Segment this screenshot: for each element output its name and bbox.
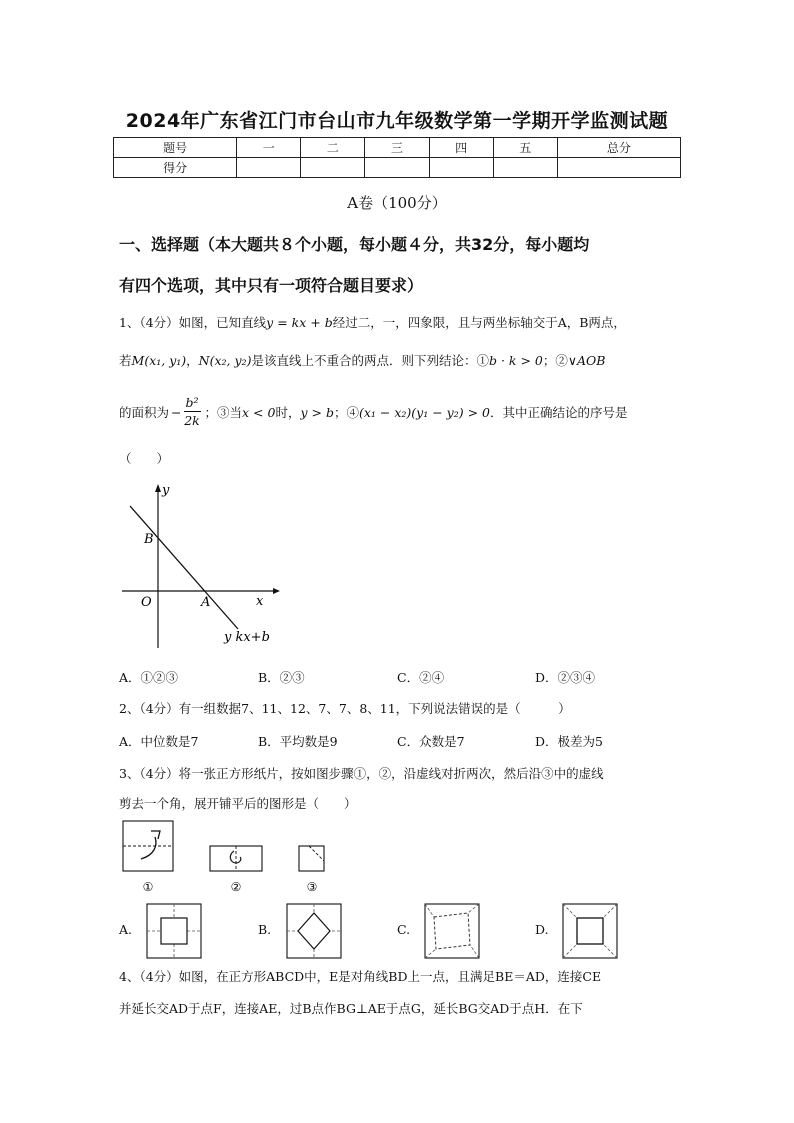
line-kx-plus-b <box>130 506 238 629</box>
exam-title: 2024年广东省江门市台山市九年级数学第一学期开学监测试题 <box>125 110 669 132</box>
q2-option-d[interactable]: D．极差为5 <box>535 734 603 749</box>
score-cell: 四 <box>429 138 493 158</box>
step1-label: ① <box>142 880 154 894</box>
q1-line2 <box>119 351 605 369</box>
q1-text: ， <box>186 353 199 368</box>
y-axis-label: y <box>162 483 170 498</box>
step2-figure <box>210 846 262 871</box>
q1-option-b[interactable]: B．②③ <box>258 670 305 685</box>
q1-fraction <box>184 395 201 430</box>
score-cell: 三 <box>365 138 429 158</box>
q1-option-d[interactable]: D．②③④ <box>535 670 596 685</box>
q1-text: ．其中正确结论的序号是 <box>489 405 628 420</box>
q1-text: ；③当 <box>204 405 243 420</box>
q1-text: 是该直线上不重合的两点．则下列结论：① <box>251 353 489 368</box>
fold-arrow-icon <box>141 831 160 859</box>
score-table-header-row <box>114 138 681 158</box>
q1-point-m: M(x₁, y₁) <box>131 353 187 368</box>
x-axis-label: x <box>256 594 264 609</box>
step1-figure <box>123 821 173 871</box>
score-cell: 二 <box>301 138 365 158</box>
q3-option-d-figure[interactable] <box>562 903 618 959</box>
origin-label: O <box>141 595 152 610</box>
q2-option-a[interactable]: A．中位数是7 <box>119 734 199 749</box>
score-empty-cell <box>429 158 493 178</box>
q3-option-a[interactable]: A. <box>119 922 133 937</box>
section1-heading-line2: 有四个选项，其中只有一项符合题目要求） <box>119 276 424 295</box>
q1-option-a[interactable]: A．①②③ <box>119 670 179 685</box>
q3-option-d[interactable]: D. <box>535 922 549 937</box>
q1-text: ；② <box>542 353 568 368</box>
score-cell: 总分 <box>557 138 680 158</box>
step3-figure <box>299 846 324 871</box>
q1-fraction-denominator: 2k <box>184 412 200 428</box>
section1-heading-line1: 一、选择题（本大题共８个小题，每小题４分，共32分，每小题均 <box>119 235 590 254</box>
score-table <box>113 137 681 178</box>
point-a-label: A <box>201 595 211 610</box>
q1-conclusion3-result: y > b <box>300 404 334 420</box>
q3-option-a-figure[interactable] <box>146 903 202 959</box>
score-cell: 题号 <box>114 138 237 158</box>
q3-folding-steps <box>118 815 338 897</box>
q1-line-equation: y = kx + b <box>266 315 333 330</box>
q1-line1 <box>119 313 626 331</box>
q3-option-c[interactable]: C. <box>397 922 411 937</box>
score-table-score-row <box>114 158 681 178</box>
q4-line1: 4、（4分）如图，在正方形ABCD中，E是对角线BD上一点，且满足BE＝AD，连接CE <box>119 969 602 984</box>
score-cell: 五 <box>493 138 557 158</box>
score-empty-cell <box>365 158 429 178</box>
q3-line2: 剪去一个角，展开铺平后的图形是（ ） <box>119 796 357 811</box>
q1-conclusion1: b · k > 0 <box>488 353 543 368</box>
q1-line3: 的面积为 − $\frac{\text{b²}}{2k}$ ；③当 x < 0 时， y > b ；④ (x₁ − x₂)(y₁ − y₂) > 0 ．其中正确结论的序号是 <box>119 394 628 428</box>
q1-conclusion4: (x₁ − x₂)(y₁ − y₂) > 0 <box>358 404 490 420</box>
q1-triangle-aob: ∨AOB <box>567 353 606 368</box>
q4-line2: 并延长交AD于点F，连接AE，过B点作BG⊥AE于点G，延长BG交AD于点H．在下 <box>119 1001 583 1016</box>
q1-answer-blank: （ ） <box>119 451 170 466</box>
score-empty-cell <box>301 158 365 178</box>
y-axis-arrow-icon <box>155 484 161 492</box>
score-cell: 一 <box>237 138 301 158</box>
x-axis-arrow-icon <box>273 588 280 594</box>
line-equation-label: y kx+b <box>224 630 270 645</box>
q2-option-c[interactable]: C．众数是7 <box>397 734 465 749</box>
q1-text: ；④ <box>333 405 359 420</box>
q1-point-n: N(x₂, y₂) <box>198 353 252 368</box>
q1-graph <box>118 480 288 652</box>
step2-label: ② <box>230 880 242 894</box>
q1-text: 1、（4分）如图，已知直线 <box>119 315 267 330</box>
score-empty-cell <box>493 158 557 178</box>
q1-conclusion3-condition: x < 0 <box>242 404 276 420</box>
q2-option-b[interactable]: B．平均数是9 <box>258 734 338 749</box>
q1-fraction-numerator: b² <box>185 394 199 410</box>
q1-text: 的面积为 <box>119 405 170 420</box>
score-empty-cell <box>557 158 680 178</box>
q1-option-c[interactable]: C．②④ <box>397 670 445 685</box>
score-label-cell: 得分 <box>114 158 237 178</box>
step3-label: ③ <box>306 880 318 894</box>
q1-text: 经过二，一，四象限，且与两坐标轴交于A，B两点， <box>332 315 626 330</box>
score-empty-cell <box>237 158 301 178</box>
q3-option-b-figure[interactable] <box>286 903 342 959</box>
q3-option-c-figure[interactable] <box>424 903 480 959</box>
paper-label: A卷（100分） <box>347 194 447 212</box>
q2-text: 2、（4分）有一组数据7、11、12、7、7、8、11，下列说法错误的是（ ） <box>119 701 571 716</box>
q1-text: 时， <box>275 405 301 420</box>
q3-line1: 3、（4分）将一张正方形纸片，按如图步骤①，②，沿虚线对折两次，然后沿③中的虚线 <box>119 766 604 781</box>
q1-text: 若 <box>119 353 132 368</box>
q3-option-b[interactable]: B. <box>258 922 272 937</box>
point-b-label: B <box>144 532 154 547</box>
